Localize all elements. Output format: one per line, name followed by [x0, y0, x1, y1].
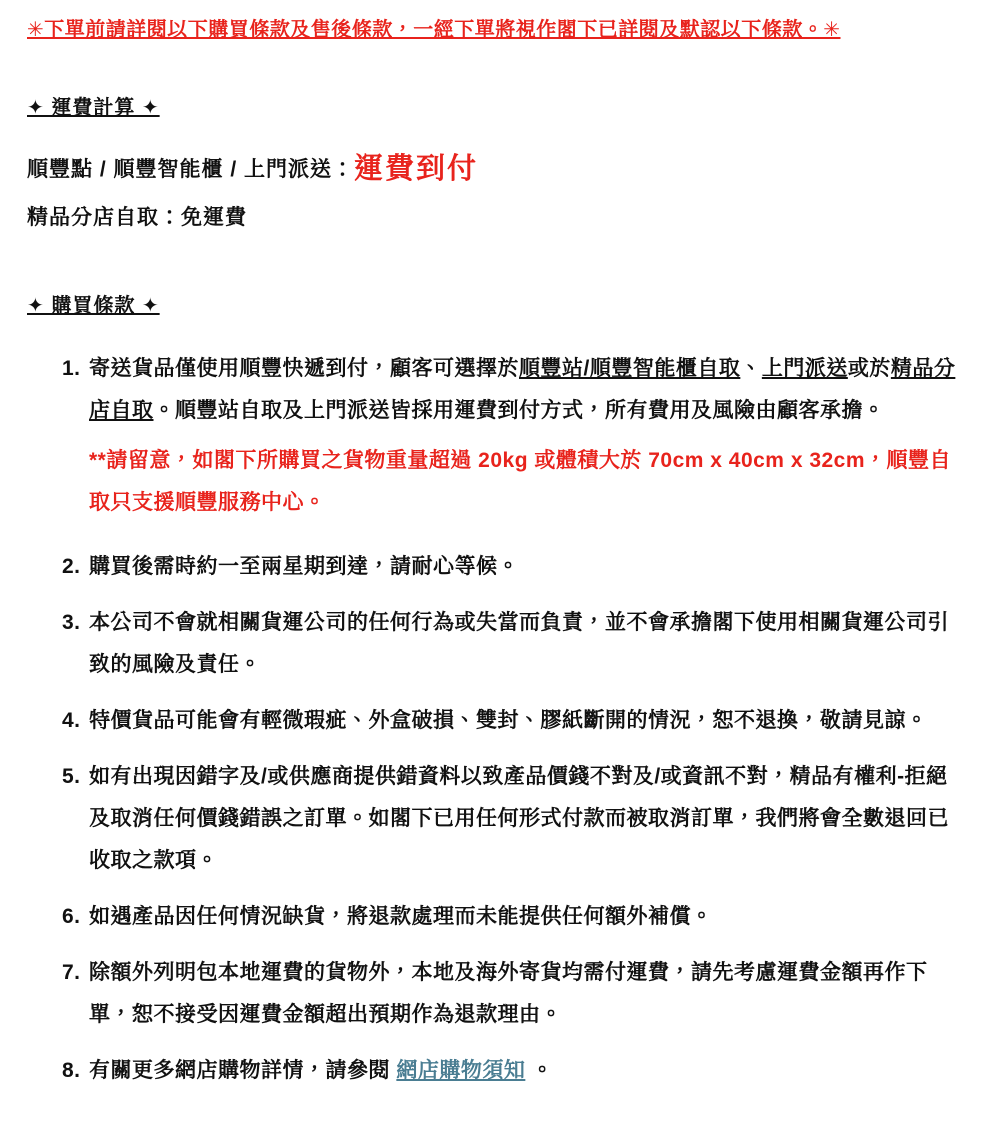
term-text	[89, 1050, 965, 1092]
shipping-section-heading: ✦ 運費計算 ✦	[27, 97, 160, 119]
term-text-segment: 、	[740, 357, 762, 380]
term-item-2	[62, 546, 965, 588]
term-item-7	[62, 952, 965, 1036]
pickup-option-door-delivery: 上門派送	[761, 357, 848, 380]
term-text: 如有出現因錯字及/或供應商提供錯資料以致產品價錢不對及/或資訊不對，精品有權利-拒絕及取消任何價錢錯誤之訂單。如閣下已用任何形式付款而被取消訂單，我們將會全數退回已收取之款項。	[89, 765, 949, 872]
term-text: 購買後需時約一至兩星期到達，請耐心等候。	[89, 555, 519, 578]
term-text: 本公司不會就相關貨運公司的任何行為或失當而負責，並不會承擔閣下使用相關貨運公司引致的風險及責任。	[89, 611, 949, 676]
term-number: 3.	[62, 611, 81, 634]
terms-section-heading: ✦ 購買條款 ✦	[27, 295, 160, 317]
term-item-3	[62, 602, 965, 686]
term-text-segment: 。	[525, 1059, 554, 1082]
term-body	[89, 756, 965, 882]
term-number: 6.	[62, 905, 81, 928]
pickup-option-store: 精品分店自取	[89, 357, 956, 422]
term-number: 7.	[62, 961, 81, 984]
term-text-segment: 或於	[847, 357, 891, 380]
term-text-segment: 。順豐站自取及上門派送皆採用運費到付方式，所有費用及風險由顧客承擔。	[153, 399, 885, 422]
term-body	[89, 700, 965, 742]
weight-limit-note: **請留意，如閣下所購買之貨物重量超過 20kg 或體積大於 70cm x 40cm x 32cm，順豐自取只支援順豐服務中心。	[89, 449, 952, 514]
term-text-segment: 寄送貨品僅使用順豐快遞到付，顧客可選擇於	[89, 357, 519, 380]
term-text	[89, 348, 965, 432]
term-body	[89, 952, 965, 1036]
term-number: 1.	[62, 357, 81, 380]
term-number: 5.	[62, 765, 81, 788]
shipping-methods-line	[27, 146, 965, 187]
term-text: 如遇產品因任何情況缺貨，將退款處理而未能提供任何額外補償。	[89, 905, 713, 928]
term-body	[89, 602, 965, 686]
term-item-5	[62, 756, 965, 882]
term-item-4	[62, 700, 965, 742]
term-number: 4.	[62, 709, 81, 732]
shop-guide-link[interactable]: 網店購物須知	[396, 1059, 526, 1082]
term-body	[89, 1050, 965, 1092]
term-body	[89, 348, 965, 532]
term-text: 特價貨品可能會有輕微瑕疵、外盒破損、雙封、膠紙斷開的情況，恕不退換，敬請見諒。	[89, 709, 928, 732]
term-body	[89, 546, 965, 588]
term-body	[89, 896, 965, 938]
freight-collect-value: 運費到付	[354, 153, 479, 185]
pickup-option-sf-station: 順豐站/順豐智能櫃自取	[519, 357, 741, 380]
pre-order-notice: ✳下單前請詳閱以下購買條款及售後條款，一經下單將視作閣下已詳閱及默認以下條款。✳	[27, 19, 841, 41]
term-number: 8.	[62, 1059, 81, 1082]
terms-list	[27, 348, 965, 1092]
term-item-8	[62, 1050, 965, 1092]
shipping-methods-label: 順豐點 / 順豐智能櫃 / 上門派送：	[27, 158, 355, 181]
term-item-1	[62, 348, 965, 532]
term-text-segment: 有關更多網店購物詳情，請參閱	[89, 1059, 397, 1082]
term-text: 除額外列明包本地運費的貨物外，本地及海外寄貨均需付運費，請先考慮運費金額再作下單，恕不接受因運費金額超出預期作為退款理由。	[89, 961, 928, 1026]
store-pickup-line: 精品分店自取：免運費	[27, 206, 247, 229]
term-item-6	[62, 896, 965, 938]
term-number: 2.	[62, 555, 81, 578]
